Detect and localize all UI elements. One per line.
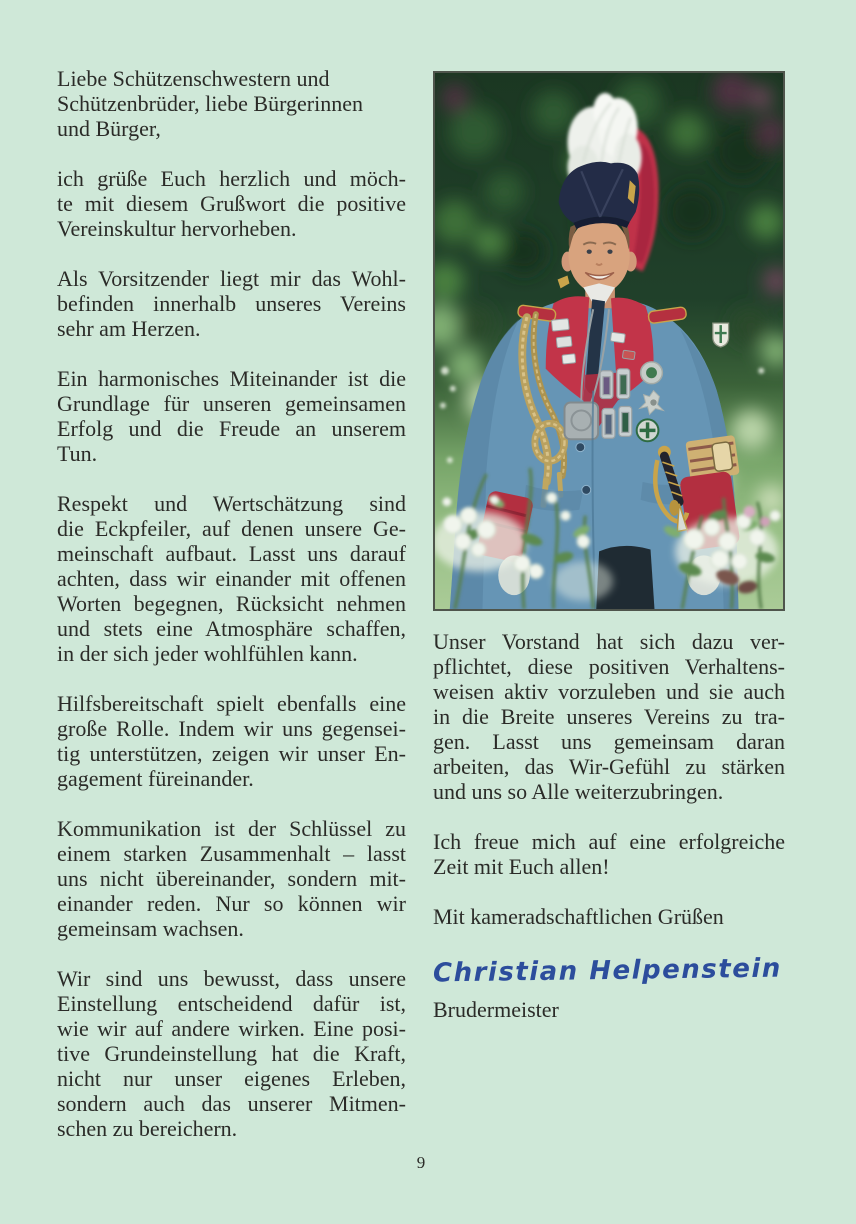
text-line: te mit diesem Grußwort die positive — [57, 191, 406, 216]
portrait-photo-illustration — [435, 73, 783, 609]
text-line: ich grüße Euch herzlich und möch- — [57, 166, 406, 191]
text-line: und uns so Alle weiterzubringen. — [433, 779, 724, 804]
text-line: Liebe Schützenschwestern und — [57, 66, 330, 91]
text-line: und stets eine Atmosphäre schaffen, — [57, 616, 406, 641]
text-line: befinden innerhalb unseres Vereins — [57, 291, 406, 316]
text-line: sondern auch das unserer Mitmen- — [57, 1091, 406, 1116]
text-line: Mit kameradschaftlichen Grüßen — [433, 904, 724, 929]
paragraph — [57, 816, 406, 941]
portrait-photo — [433, 71, 785, 611]
text-line: Worten begegnen, Rücksicht nehmen — [57, 591, 406, 616]
left-text-column — [57, 66, 406, 1141]
text-line: in der sich jeder wohlfühlen kann. — [57, 641, 358, 666]
text-line: einem starken Zusammenhalt – lasst — [57, 841, 406, 866]
text-line: Ich freue mich auf eine erfolgreiche — [433, 829, 785, 854]
text-line: arbeiten, das Wir-Gefühl zu stärken — [433, 754, 785, 779]
paragraph — [57, 66, 406, 141]
text-line: meinschaft aufbaut. Lasst uns darauf — [57, 541, 406, 566]
text-line: nicht nur unser eigenes Erleben, — [57, 1066, 406, 1091]
signature-handwritten: Christian Helpenstein — [432, 953, 782, 989]
text-line: Respekt und Wertschätzung sind — [57, 491, 406, 516]
text-line: Wir sind uns bewusst, dass unsere — [57, 966, 406, 991]
text-line: schen zu bereichern. — [57, 1116, 238, 1141]
right-text-column — [433, 629, 785, 929]
paragraph — [57, 966, 406, 1141]
text-line: Tun. — [57, 441, 98, 466]
text-line: Grundlage für unseren gemeinsamen — [57, 391, 406, 416]
text-line: in die Breite unseres Vereins zu tra- — [433, 704, 785, 729]
signature-role: Brudermeister — [433, 997, 559, 1022]
text-line: Hilfsbereitschaft spielt ebenfalls eine — [57, 691, 406, 716]
paragraph — [433, 829, 785, 879]
text-line: Unser Vorstand hat sich dazu ver- — [433, 629, 785, 654]
text-line: pflichtet, diese positiven Verhaltens- — [433, 654, 785, 679]
paragraph — [57, 366, 406, 466]
text-line: die Eckpfeiler, auf denen unsere Ge- — [57, 516, 406, 541]
text-line: Ein harmonisches Miteinander ist die — [57, 366, 406, 391]
text-line: gemeinsam wachsen. — [57, 916, 244, 941]
text-line: tig unterstützen, zeigen wir unser En- — [57, 741, 406, 766]
text-line: Erfolg und die Freude an unserem — [57, 416, 406, 441]
paragraph — [57, 266, 406, 341]
text-line: wie wir auf andere wirken. Eine posi- — [57, 1016, 406, 1041]
text-line: große Rolle. Indem wir uns gegensei- — [57, 716, 406, 741]
text-line: weisen aktiv vorzuleben und sie auch — [433, 679, 785, 704]
text-line: Als Vorsitzender liegt mir das Wohl- — [57, 266, 406, 291]
text-line: achten, dass wir einander mit offenen — [57, 566, 406, 591]
paragraph — [57, 691, 406, 791]
paragraph — [433, 904, 785, 929]
text-line: Einstellung entscheidend dafür ist, — [57, 991, 406, 1016]
paragraph — [433, 629, 785, 804]
text-line: einander reden. Nur so können wir — [57, 891, 406, 916]
text-line: gagement füreinander. — [57, 766, 254, 791]
page-number: 9 — [416, 1153, 426, 1172]
text-line: sehr am Herzen. — [57, 316, 201, 341]
paragraph — [57, 166, 406, 241]
text-line: Vereinskultur hervorheben. — [57, 216, 297, 241]
text-line: Zeit mit Euch allen! — [433, 854, 610, 879]
text-line: und Bürger, — [57, 116, 161, 141]
text-line: Kommunikation ist der Schlüssel zu — [57, 816, 406, 841]
paragraph — [57, 491, 406, 666]
text-line: gen. Lasst uns gemeinsam daran — [433, 729, 785, 754]
text-line: tive Grundeinstellung hat die Kraft, — [57, 1041, 406, 1066]
text-line: uns nicht übereinander, sondern mit- — [57, 866, 406, 891]
text-line: Schützenbrüder, liebe Bürgerinnen — [57, 91, 364, 116]
